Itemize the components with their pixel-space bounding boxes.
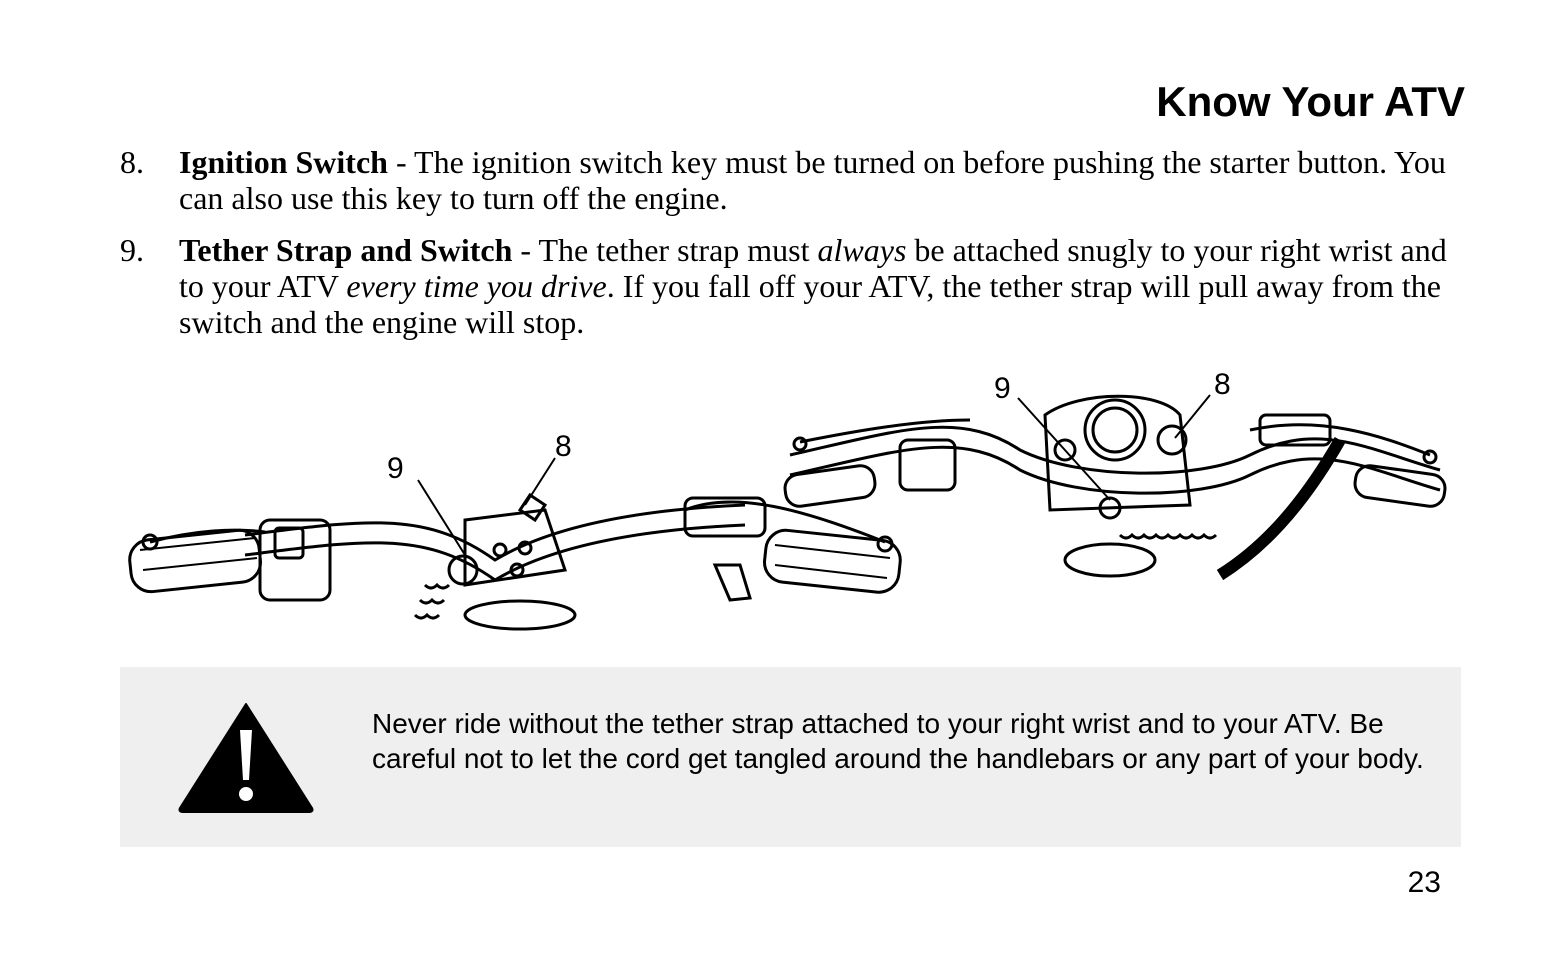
item-text: be attached snugly to your right wrist and to your ATV — [179, 232, 1447, 304]
warning-triangle-icon — [176, 700, 316, 815]
item-number: 9. — [120, 232, 144, 268]
callout-left-9: 9 — [387, 452, 404, 485]
callout-right-9: 9 — [994, 372, 1011, 405]
item-list — [120, 144, 1465, 356]
item-dash: - — [387, 144, 415, 180]
item-label: Tether Strap and Switch — [179, 232, 513, 268]
item-dash: - — [512, 232, 539, 268]
section-title: Know Your ATV — [1156, 78, 1465, 125]
item-text: The tether strap must — [538, 232, 818, 268]
warning-text: Never ride without the tether strap attached to your right wrist and to your ATV. Be careful not to let the cord get tangled around the handlebars or any part of your body. — [372, 708, 1424, 774]
callout-left-8: 8 — [555, 430, 572, 463]
callout-right-8: 8 — [1214, 368, 1231, 401]
handlebar-illustration-right — [780, 360, 1450, 600]
item-number: 8. — [120, 144, 144, 180]
item-label: Ignition Switch — [179, 144, 388, 180]
list-item — [120, 232, 1465, 340]
item-text: . If you fall off your ATV, the tether strap will pull away from the switch and the engine will stop. — [179, 268, 1441, 340]
list-item — [120, 144, 1465, 216]
page-number: 23 — [1407, 866, 1441, 899]
item-emphasis: always — [817, 232, 907, 268]
item-text: The ignition switch key must be turned on before pushing the starter button. You can also use this key to turn off the engine. — [179, 144, 1446, 216]
item-emphasis: every time you drive — [346, 268, 607, 304]
